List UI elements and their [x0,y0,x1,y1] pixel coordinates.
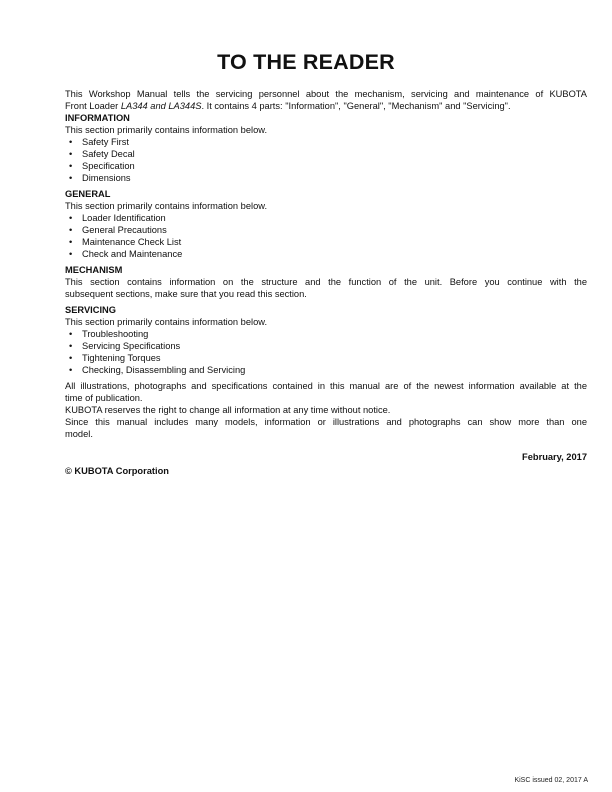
bullet-icon: • [69,237,73,247]
bullet-icon: • [69,173,73,183]
list-item-label: Servicing Specifications [82,341,181,351]
list-item-label: Specification [82,161,135,171]
bullet-icon: • [69,341,73,351]
list-item-label: Loader Identification [82,213,166,223]
page-title: TO THE READER [217,50,395,74]
bullet-list [65,212,587,260]
intro-line-2 [65,100,587,112]
list-item [65,148,587,160]
bullet-list [65,328,587,376]
intro-text: Front Loader [65,101,121,111]
section-heading: MECHANISM [65,265,123,275]
bullet-icon: • [69,365,73,375]
note-1-line-2: time of publication. [65,393,143,403]
section-lead: This section primarily contains information below. [65,317,268,327]
note-1-line-1: All illustrations, photographs and specifications contained in this manual are of the newest information available at the [65,381,587,391]
note-3-line-2: model. [65,429,93,439]
bullet-icon: • [69,161,73,171]
section-heading: GENERAL [65,189,111,199]
list-item-label: Checking, Disassembling and Servicing [82,365,246,375]
list-item [65,224,587,236]
section-text-line-1: This section contains information on the structure and the function of the unit. Before you continue with the [65,277,587,287]
section-lead: This section primarily contains information below. [65,125,268,135]
intro-paragraph [65,88,587,112]
section-information [65,112,587,184]
list-item-label: Troubleshooting [82,329,149,339]
bullet-icon: • [69,353,73,363]
intro-line-1: This Workshop Manual tells the servicing personnel about the mechanism, servicing and maintenance of KUBOTA [65,89,587,99]
note-3-line-1: Since this manual includes many models, information or illustrations and photographs can show more than one [65,417,587,427]
list-item [65,340,587,352]
document-body [65,88,587,477]
bullet-list [65,136,587,184]
section-heading: SERVICING [65,305,116,315]
list-item [65,352,587,364]
list-item-label: General Precautions [82,225,167,235]
section-heading: INFORMATION [65,113,130,123]
bullet-icon: • [69,149,73,159]
bullet-icon: • [69,249,73,259]
section-mechanism [65,264,587,300]
list-item-label: Safety Decal [82,149,135,159]
list-item-label: Check and Maintenance [82,249,183,259]
publication-date: February, 2017 [522,452,587,462]
copyright: © KUBOTA Corporation [65,466,169,476]
list-item [65,328,587,340]
list-item [65,364,587,376]
bullet-icon: • [69,329,73,339]
list-item-label: Safety First [82,137,130,147]
intro-text-suffix: . It contains 4 parts: "Information", "General", "Mechanism" and "Servicing". [201,101,511,111]
list-item-label: Tightening Torques [82,353,161,363]
list-item [65,160,587,172]
list-item [65,172,587,184]
model-names: LA344 and LA344S [120,101,202,111]
list-item-label: Dimensions [82,173,131,183]
notes [65,380,587,440]
list-item [65,248,587,260]
section-servicing [65,304,587,376]
section-lead: This section primarily contains information below. [65,201,268,211]
footer-issue-code: KiSC issued 02, 2017 A [514,777,588,784]
list-item [65,136,587,148]
list-item [65,236,587,248]
section-general [65,188,587,260]
bullet-icon: • [69,213,73,223]
list-item [65,212,587,224]
bullet-icon: • [69,225,73,235]
bullet-icon: • [69,137,73,147]
list-item-label: Maintenance Check List [82,237,182,247]
section-text-line-2: subsequent sections, make sure that you read this section. [65,289,307,299]
note-2: KUBOTA reserves the right to change all information at any time without notice. [65,405,391,415]
